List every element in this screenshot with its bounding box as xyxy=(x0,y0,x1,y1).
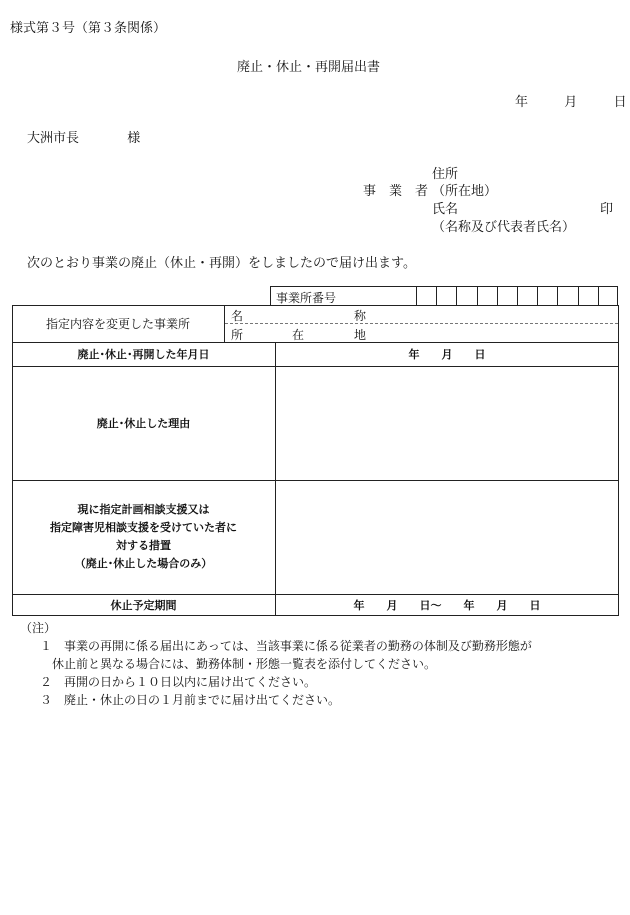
form-title: 廃止・休止・再開届出書 xyxy=(237,60,381,75)
location-label: （所在地） xyxy=(432,184,498,199)
measures-input[interactable] xyxy=(276,481,618,593)
measures-label xyxy=(12,480,275,594)
date-year: 年 xyxy=(515,95,529,110)
office-number-digit-box[interactable] xyxy=(598,286,618,306)
addressee-name: 大洲市長 xyxy=(27,131,80,146)
note-item-1: １ 事業の再開に係る届出にあっては、当該事業に係る従業者の勤務の体制及び勤務形態が xyxy=(40,639,532,653)
reason-label: 廃止･休止した理由 xyxy=(96,417,191,430)
address-label: 住所 xyxy=(432,167,459,182)
business-operator-label: 事 業 者 xyxy=(363,184,429,199)
date-row-label: 廃止･休止･再開した年月日 xyxy=(77,348,210,361)
notes-heading: （注） xyxy=(20,621,57,635)
office-number-digit-box[interactable] xyxy=(497,286,517,306)
measures-line-2: 指定障害児相談支援を受けていた者に xyxy=(50,521,237,534)
office-address-label-a: 所 xyxy=(231,328,244,342)
office-number-digit-box[interactable] xyxy=(557,286,577,306)
office-number-digit-box[interactable] xyxy=(517,286,537,306)
date-month: 月 xyxy=(564,95,578,110)
addressee-honorific: 様 xyxy=(127,131,141,146)
changed-office-label: 指定内容を変更した事業所 xyxy=(45,317,190,331)
office-name-label-b: 称 xyxy=(354,309,367,323)
reason-input[interactable] xyxy=(276,367,618,479)
office-number-digit-box[interactable] xyxy=(537,286,557,306)
addressee xyxy=(27,127,140,146)
office-number-digit-box[interactable] xyxy=(416,286,436,306)
period-label: 休止予定期間 xyxy=(110,599,177,612)
date-line xyxy=(515,91,627,110)
period-value: 年 月 日～ 年 月 日 xyxy=(353,599,541,612)
statement: 次のとおり事業の廃止（休止・再開）をしましたので届け出ます。 xyxy=(27,256,416,271)
office-number-digit-box[interactable] xyxy=(477,286,497,306)
office-number-digit-box[interactable] xyxy=(578,286,598,306)
note-item-2: ２ 再開の日から１０日以内に届け出てください。 xyxy=(40,675,317,689)
office-address-label-b: 在 xyxy=(292,328,305,342)
office-number-digit-box[interactable] xyxy=(436,286,456,306)
measures-line-4: （廃止･休止した場合のみ） xyxy=(74,557,213,570)
office-number-label: 事業所番号 xyxy=(276,291,337,305)
office-address-label-c: 地 xyxy=(354,328,367,342)
date-day: 日 xyxy=(613,95,627,110)
seal-label: 印 xyxy=(600,202,614,217)
note-item-1-cont: 休止前と異なる場合には、勤務体制・形態一覧表を添付してください。 xyxy=(52,657,437,671)
office-name-label-a: 名 xyxy=(231,309,244,323)
measures-line-3: 対する措置 xyxy=(116,539,171,552)
form-number: 様式第３号（第３条関係） xyxy=(10,21,167,36)
date-row-value: 年 月 日 xyxy=(408,348,486,361)
measures-line-1: 現に指定計画相談支援又は xyxy=(77,503,210,516)
name-note: （名称及び代表者氏名） xyxy=(432,220,576,235)
note-item-3: ３ 廃止・休止の日の１月前までに届け出てください。 xyxy=(40,693,341,707)
office-number-digit-box[interactable] xyxy=(456,286,476,306)
name-label: 氏名 xyxy=(432,202,459,217)
